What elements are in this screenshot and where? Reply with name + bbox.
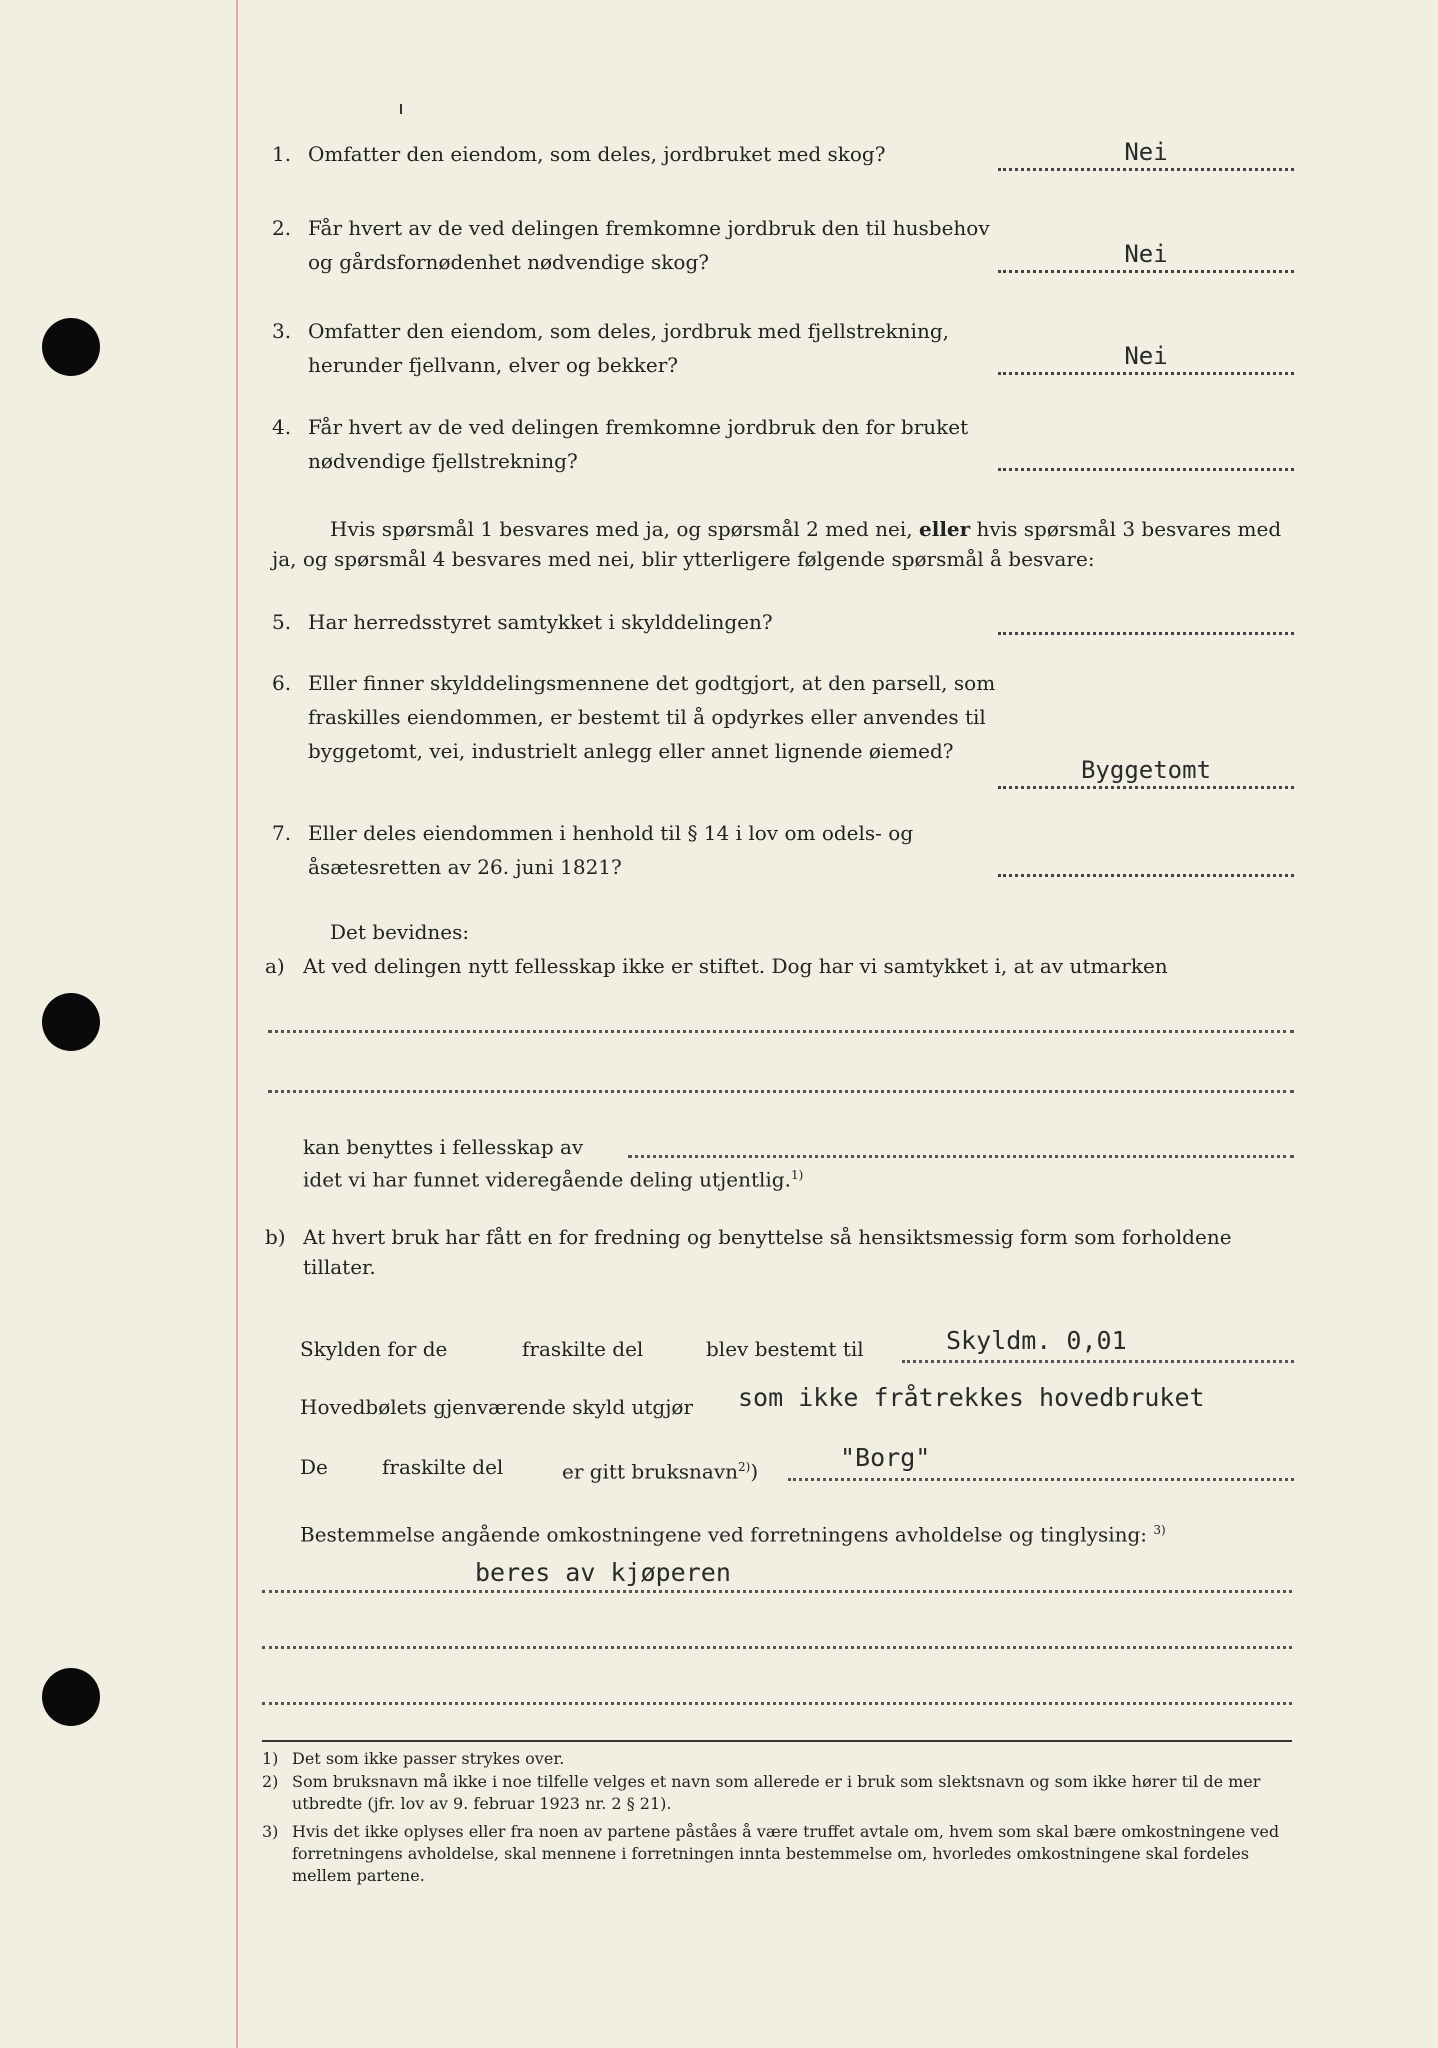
conditional-emphasis: eller [919,517,971,541]
navn-value: "Borg" [840,1443,931,1472]
punch-hole [42,318,100,376]
attest-heading: Det bevidnes: [330,920,470,944]
footnote-number: 1) [262,1749,279,1768]
attest-b-label: b) [265,1225,286,1249]
footnote-rule [262,1740,1292,1742]
skyld-field[interactable] [902,1360,1294,1363]
question-1 [272,137,992,171]
best-field[interactable] [262,1590,1292,1593]
question-7 [272,816,1002,884]
question-text: Eller deles eiendommen i henhold til § 14 i lov om odels- og åsætesretten av 26. juni 1821? [308,821,914,879]
margin-line [236,0,238,2048]
footnote-text: Det som ikke passer strykes over. [292,1749,565,1768]
punch-hole [42,1668,100,1726]
shared-label: kan benyttes i fellesskap av [303,1135,584,1159]
skyld-word-1: Skylden for de [300,1337,448,1361]
best-value: beres av kjøperen [475,1558,731,1587]
question-number: 1. [272,142,292,166]
footnote-ref: 1) [790,1168,804,1182]
question-2 [272,211,1002,279]
footnote-number: 3) [262,1822,279,1841]
pen-mark [400,104,402,114]
deling-line [303,1160,803,1195]
footnote-2 [262,1771,1296,1815]
question-number: 5. [272,610,292,634]
question-6 [272,666,1002,768]
question-text: Har herredsstyret samtykket i skylddelingen? [308,610,773,634]
question-text: Eller finner skylddelingsmennene det godtgjort, at den parsell, som fraskilles eiendommen, er bestemt til å opdyrkes eller anvendes til byggetomt, vei, industrielt anlegg eller annet lignende øiemed? [308,671,996,763]
answer-field-4[interactable] [998,434,1294,471]
punch-hole [42,993,100,1051]
question-number: 7. [272,821,292,845]
answer-field-7[interactable] [998,840,1294,877]
answer-field-1[interactable] [998,134,1294,171]
question-text: Får hvert av de ved delingen fremkomne jordbruk den til husbehov og gårdsfornødenhet nødvendige skog? [308,216,990,274]
question-text: Omfatter den eiendom, som deles, jordbruket med skog? [308,142,886,166]
answer-field-2[interactable] [998,236,1294,273]
navn-line: er gitt bruksnavn$^{2)}$) [562,1459,759,1484]
footnote-text: Hvis det ikke oplyses eller fra noen av partene påståes å være truffet avtale om, hvem som skal bære omkostningene ved forretningens avholdelse, skal mennene i forretningen innta bestemmelse om, hvorledes omkostningene skal fordeles mellem partene. [292,1822,1280,1885]
navn-word-3: er gitt bruksnavn [562,1459,738,1484]
navn-word-1: De [300,1455,328,1479]
skyld-word-2: fraskilte del [522,1337,644,1361]
answer-field-6[interactable] [998,752,1294,789]
navn-word-2: fraskilte del [382,1455,504,1479]
conditional-paragraph [272,514,1302,574]
dotted-line[interactable] [262,1646,1292,1649]
footnote-3 [262,1821,1296,1887]
attest-a-label: a) [265,954,285,978]
question-number: 4. [272,415,292,439]
question-number: 2. [272,216,292,240]
question-number: 3. [272,319,292,343]
best-line [300,1515,1166,1550]
conditional-text-1: Hvis spørsmål 1 besvares med ja, og spørsmål 2 med nei, [330,517,920,541]
footnote-number: 2) [262,1772,279,1791]
question-4 [272,410,1006,478]
answer-value: Nei [1124,138,1168,166]
attest-a-text: At ved delingen nytt fellesskap ikke er stiftet. Dog har vi samtykket i, at av utmarken [303,954,1168,978]
question-5 [272,605,992,639]
question-text: Får hvert av de ved delingen fremkomne jordbruk den for bruket nødvendige fjellstrekning? [308,415,969,473]
footnote-ref: 2) [738,1460,751,1474]
deling-text: idet vi har funnet videregående deling utjentlig. [303,1167,791,1192]
answer-value: Nei [1124,342,1168,370]
answer-value: Nei [1124,240,1168,268]
skyld-value: Skyldm. 0,01 [946,1326,1127,1355]
hoved-label: Hovedbølets gjenværende skyld utgjør [300,1395,694,1419]
question-3 [272,314,1006,382]
best-label: Bestemmelse angående omkostningene ved forretningens avholdelse og tinglysing: [300,1522,1148,1547]
attest-b-text: At hvert bruk har fått en for fredning og benyttelse så hensiktsmessig form som forholdene tillater. [303,1225,1232,1279]
conditional-text-2: hvis spørsmål 3 besvares med ja, og spørsmål 4 besvares med nei, blir ytterligere følgende spørsmål å besvare: [272,517,1282,571]
footnote-1 [262,1748,1296,1770]
dotted-line[interactable] [268,1090,1294,1093]
dotted-line[interactable] [262,1702,1292,1705]
hoved-value: som ikke fråtrekkes hovedbruket [738,1383,1205,1412]
shared-field[interactable] [628,1155,1294,1158]
question-number: 6. [272,671,292,695]
question-text: Omfatter den eiendom, som deles, jordbruk med fjellstrekning, herunder fjellvann, elver og bekker? [308,319,949,377]
dotted-line[interactable] [268,1030,1294,1033]
answer-value: Byggetomt [1080,756,1212,784]
skyld-word-3: blev bestemt til [706,1337,864,1361]
navn-field[interactable] [788,1478,1294,1481]
answer-field-3[interactable] [998,338,1294,375]
footnote-ref: 3) [1153,1523,1166,1537]
footnote-text: Som bruksnavn må ikke i noe tilfelle velges et navn som allerede er i bruk som slektsnavn og som ikke hører til de mer utbredte (jfr. lov av 9. februar 1923 nr. 2 § 21). [292,1772,1261,1813]
answer-field-5[interactable] [998,598,1294,635]
